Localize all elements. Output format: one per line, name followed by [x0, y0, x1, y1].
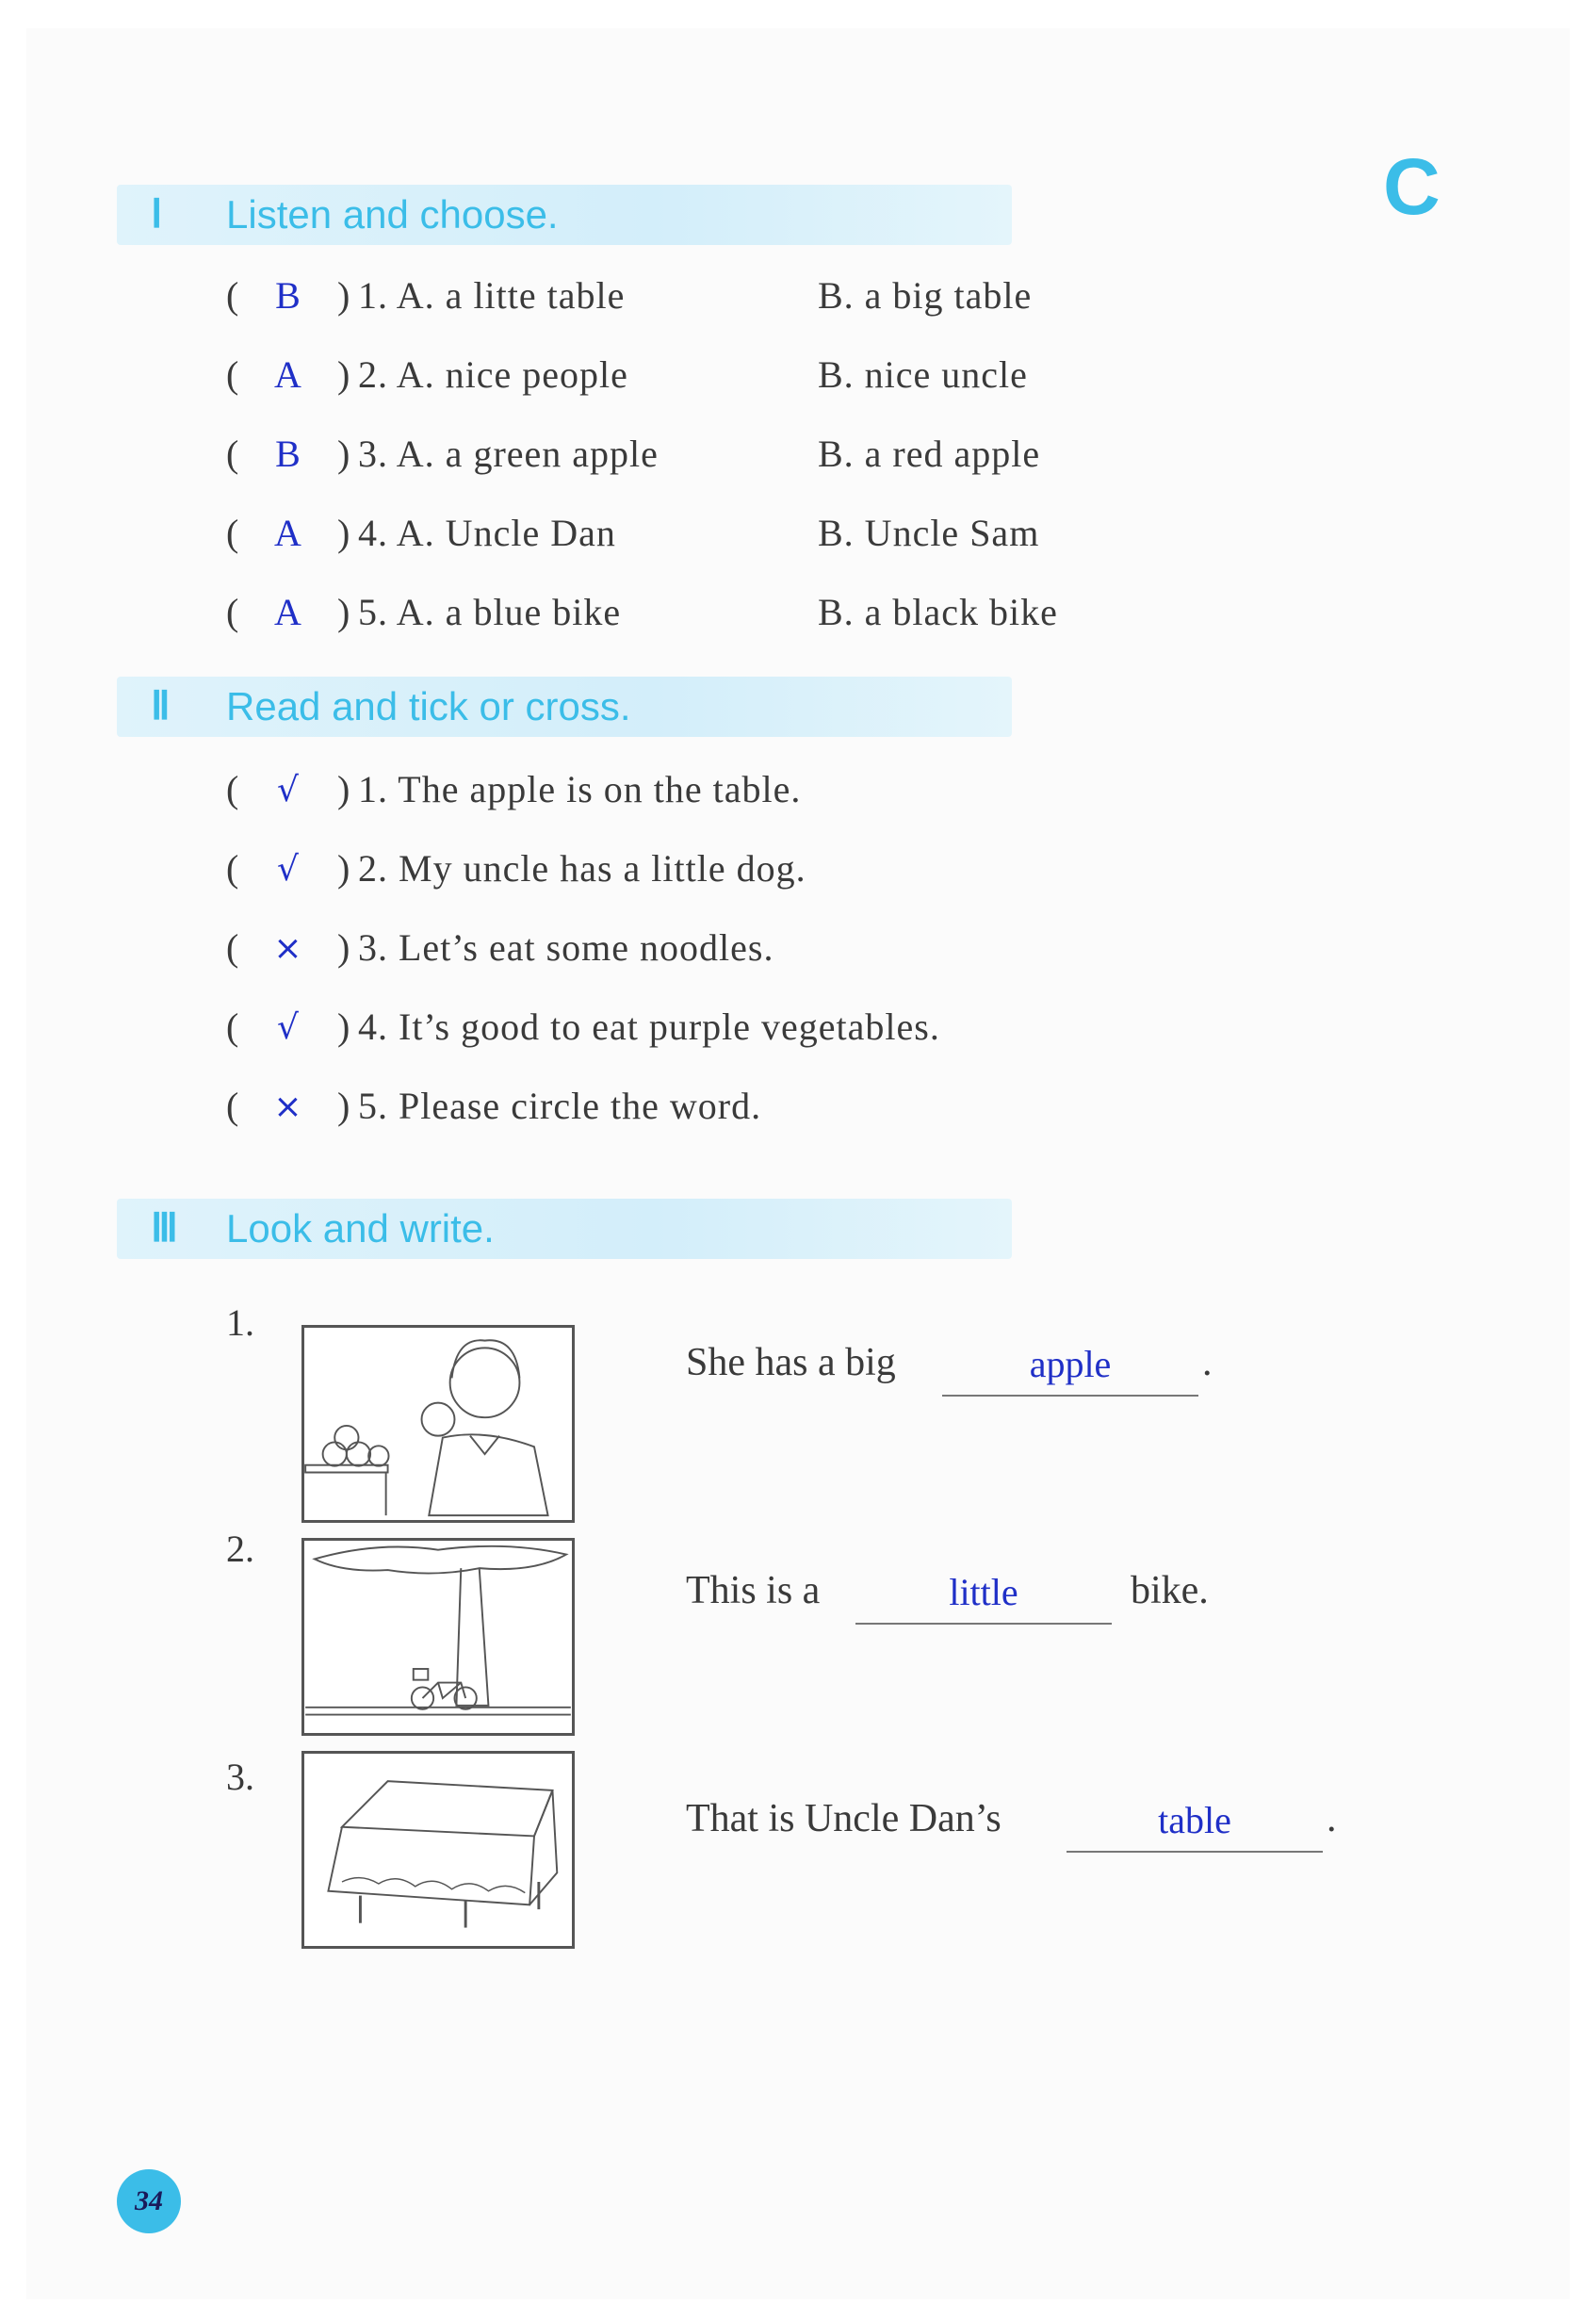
section-title: Look and write. [226, 1206, 495, 1250]
answer-mark: √ [277, 771, 300, 809]
answer: A [274, 353, 302, 396]
answer: A [274, 512, 302, 554]
section-header-listen-choose [117, 185, 1012, 245]
section-number: Ⅲ [151, 1205, 178, 1250]
option-a: A. nice people [396, 353, 628, 396]
option-b: B. Uncle Sam [818, 512, 1040, 554]
answer-mark: √ [277, 1008, 300, 1047]
option-a: A. a blue bike [396, 591, 622, 633]
sentence-before: She has a big [686, 1341, 896, 1384]
answer: B [275, 433, 301, 475]
option-b: B. a red apple [818, 433, 1041, 475]
sentence-after: . [1202, 1341, 1213, 1384]
statement-text: It’s good to eat purple vegetables. [399, 1005, 940, 1048]
option-a: A. a litte table [396, 274, 626, 317]
option-b: B. a black bike [818, 591, 1058, 633]
answer-mark: × [273, 929, 303, 968]
item-number: 1. [226, 1301, 254, 1344]
sentence-before: This is a [686, 1569, 821, 1612]
answer-mark: × [273, 1087, 303, 1126]
section-title: Read and tick or cross. [226, 684, 631, 728]
option-a: A. Uncle Dan [396, 512, 616, 554]
option-b: B. a big table [818, 274, 1033, 317]
picture-girl-apple [301, 1325, 575, 1523]
picture-table [301, 1751, 575, 1949]
sentence-after: bike. [1131, 1569, 1209, 1612]
section-title: Listen and choose. [226, 192, 559, 237]
tree-and-bike-illustration [304, 1541, 572, 1733]
workbook-page [26, 28, 1570, 2299]
answer-blank: table [1067, 1798, 1323, 1853]
statement-text: My uncle has a little dog. [399, 847, 806, 890]
answer-mark: √ [277, 850, 300, 889]
item-number: 2. [226, 1528, 254, 1570]
answer: A [274, 591, 302, 633]
answer: B [275, 274, 301, 317]
girl-with-apple-illustration [304, 1328, 572, 1520]
picture-tree-bike [301, 1538, 575, 1736]
item-number: 3. [226, 1756, 254, 1798]
statement-text: Please circle the word. [399, 1085, 762, 1127]
section-number: Ⅰ [151, 191, 163, 236]
statement-text: Let’s eat some noodles. [399, 926, 774, 969]
answer-blank: little [855, 1570, 1112, 1625]
statement-text: The apple is on the table. [398, 768, 802, 810]
section-header-read-tick-cross [117, 677, 1012, 737]
section-number: Ⅱ [151, 683, 171, 727]
level-letter: C [1383, 142, 1441, 231]
option-b: B. nice uncle [818, 353, 1028, 396]
option-a: A. a green apple [396, 433, 659, 475]
table-with-cloth-illustration [304, 1754, 572, 1946]
answer-blank: apple [942, 1342, 1198, 1397]
sentence-after: . [1327, 1797, 1337, 1840]
section-header-look-write [117, 1199, 1012, 1259]
page-number: 34 [117, 2169, 181, 2233]
sentence-before: That is Uncle Dan’s [686, 1797, 1002, 1840]
